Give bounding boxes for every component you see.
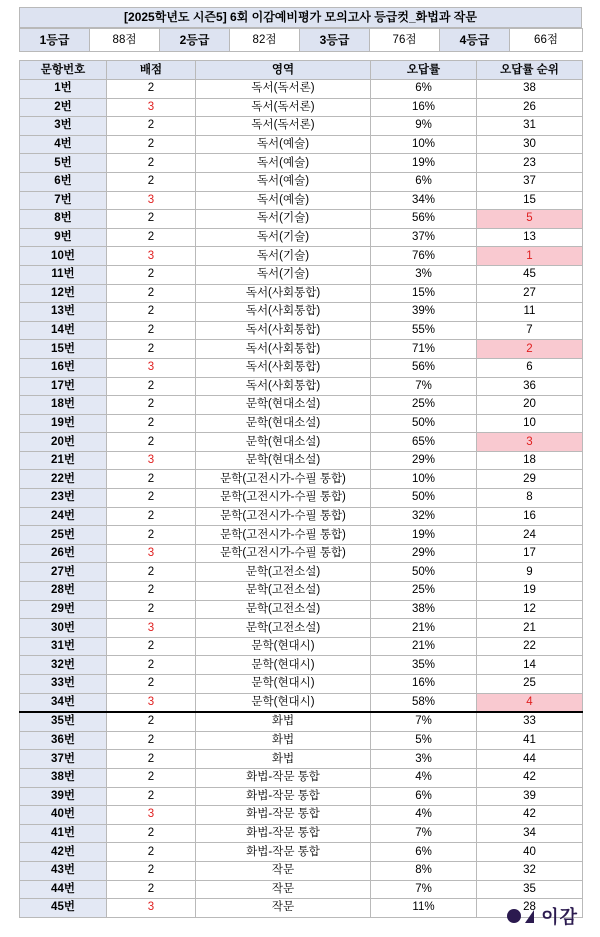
grade-cut: 76점	[370, 29, 440, 52]
points: 2	[107, 135, 196, 154]
wrong-rank: 4	[477, 693, 583, 712]
wrong-rate: 7%	[371, 824, 477, 843]
domain: 작문	[196, 880, 371, 899]
points: 2	[107, 712, 196, 731]
domain: 화법-작문 통합	[196, 787, 371, 806]
table-row	[20, 470, 583, 489]
table-row	[20, 340, 583, 359]
table-row	[20, 693, 583, 712]
wrong-rate: 3%	[371, 750, 477, 769]
points: 2	[107, 750, 196, 769]
wrong-rank: 35	[477, 880, 583, 899]
wrong-rate: 6%	[371, 787, 477, 806]
domain: 문학(고전소설)	[196, 563, 371, 582]
wrong-rate: 6%	[371, 843, 477, 862]
domain: 독서(사회통합)	[196, 358, 371, 377]
points: 2	[107, 284, 196, 303]
brand-logo	[507, 903, 578, 929]
wrong-rate: 4%	[371, 806, 477, 825]
logo-triangle-icon	[525, 910, 534, 923]
domain: 문학(고전시가-수필 통합)	[196, 507, 371, 526]
table-row	[20, 210, 583, 229]
wrong-rank: 5	[477, 210, 583, 229]
wrong-rate: 76%	[371, 247, 477, 266]
table-row	[20, 396, 583, 415]
table-row	[20, 377, 583, 396]
domain: 독서(독서론)	[196, 80, 371, 99]
wrong-rank: 44	[477, 750, 583, 769]
points: 2	[107, 80, 196, 99]
wrong-rank: 26	[477, 98, 583, 117]
wrong-rate: 21%	[371, 637, 477, 656]
points: 2	[107, 303, 196, 322]
wrong-rate: 10%	[371, 470, 477, 489]
wrong-rate: 15%	[371, 284, 477, 303]
question-number: 28번	[20, 582, 107, 601]
table-row	[20, 489, 583, 508]
wrong-rate: 19%	[371, 154, 477, 173]
wrong-rate: 38%	[371, 600, 477, 619]
table-row	[20, 880, 583, 899]
points: 2	[107, 507, 196, 526]
wrong-rank: 14	[477, 656, 583, 675]
table-row	[20, 750, 583, 769]
table-row	[20, 321, 583, 340]
points: 2	[107, 656, 196, 675]
grade-cut-document	[19, 7, 582, 918]
wrong-rate: 50%	[371, 489, 477, 508]
wrong-rank: 2	[477, 340, 583, 359]
points: 2	[107, 340, 196, 359]
wrong-rate: 50%	[371, 563, 477, 582]
domain: 문학(현대소설)	[196, 433, 371, 452]
wrong-rate: 37%	[371, 228, 477, 247]
points: 2	[107, 154, 196, 173]
question-number: 4번	[20, 135, 107, 154]
domain: 문학(고전시가-수필 통합)	[196, 470, 371, 489]
points: 2	[107, 861, 196, 880]
wrong-rank: 11	[477, 303, 583, 322]
domain: 화법-작문 통합	[196, 843, 371, 862]
wrong-rate: 56%	[371, 358, 477, 377]
points: 2	[107, 582, 196, 601]
table-row	[20, 526, 583, 545]
table-row	[20, 787, 583, 806]
points: 3	[107, 98, 196, 117]
wrong-rate: 5%	[371, 731, 477, 750]
wrong-rank: 37	[477, 172, 583, 191]
wrong-rate: 7%	[371, 880, 477, 899]
wrong-rate: 7%	[371, 377, 477, 396]
wrong-rank: 41	[477, 731, 583, 750]
table-row	[20, 172, 583, 191]
wrong-rank: 39	[477, 787, 583, 806]
wrong-rank: 6	[477, 358, 583, 377]
question-number: 44번	[20, 880, 107, 899]
wrong-rank: 33	[477, 712, 583, 731]
points: 2	[107, 321, 196, 340]
domain: 문학(현대소설)	[196, 451, 371, 470]
domain: 독서(예술)	[196, 191, 371, 210]
question-number: 36번	[20, 731, 107, 750]
domain: 문학(고전소설)	[196, 619, 371, 638]
question-number: 17번	[20, 377, 107, 396]
wrong-rank: 15	[477, 191, 583, 210]
points: 2	[107, 414, 196, 433]
wrong-rank: 3	[477, 433, 583, 452]
column-header: 문항번호	[20, 61, 107, 80]
wrong-rate: 29%	[371, 544, 477, 563]
domain: 독서(사회통합)	[196, 284, 371, 303]
wrong-rank: 13	[477, 228, 583, 247]
wrong-rate: 34%	[371, 191, 477, 210]
table-row	[20, 414, 583, 433]
wrong-rate: 25%	[371, 582, 477, 601]
domain: 문학(현대시)	[196, 675, 371, 694]
table-row	[20, 600, 583, 619]
points: 2	[107, 228, 196, 247]
domain: 독서(사회통합)	[196, 340, 371, 359]
points: 2	[107, 824, 196, 843]
wrong-rate: 16%	[371, 675, 477, 694]
points: 2	[107, 265, 196, 284]
wrong-rank: 45	[477, 265, 583, 284]
wrong-rank: 23	[477, 154, 583, 173]
wrong-rank: 9	[477, 563, 583, 582]
wrong-rate: 10%	[371, 135, 477, 154]
question-number: 27번	[20, 563, 107, 582]
question-number: 14번	[20, 321, 107, 340]
grade-label: 4등급	[440, 29, 510, 52]
points: 2	[107, 433, 196, 452]
table-row	[20, 806, 583, 825]
column-header: 배점	[107, 61, 196, 80]
table-row	[20, 675, 583, 694]
table-row	[20, 768, 583, 787]
wrong-rate: 11%	[371, 899, 477, 918]
question-number: 40번	[20, 806, 107, 825]
domain: 독서(기술)	[196, 228, 371, 247]
table-row	[20, 98, 583, 117]
domain: 문학(현대소설)	[196, 396, 371, 415]
table-row	[20, 303, 583, 322]
wrong-rank: 42	[477, 768, 583, 787]
points: 2	[107, 526, 196, 545]
wrong-rank: 19	[477, 582, 583, 601]
wrong-rate: 58%	[371, 693, 477, 712]
domain: 문학(현대시)	[196, 637, 371, 656]
table-row	[20, 80, 583, 99]
question-number: 33번	[20, 675, 107, 694]
points: 3	[107, 247, 196, 266]
domain: 문학(고전시가-수필 통합)	[196, 526, 371, 545]
table-body	[20, 80, 583, 918]
table-row	[20, 117, 583, 136]
table-row	[20, 544, 583, 563]
table-row	[20, 247, 583, 266]
wrong-rank: 18	[477, 451, 583, 470]
question-number: 11번	[20, 265, 107, 284]
question-number: 24번	[20, 507, 107, 526]
domain: 독서(사회통합)	[196, 377, 371, 396]
domain: 독서(사회통합)	[196, 321, 371, 340]
wrong-rank: 25	[477, 675, 583, 694]
table-row	[20, 451, 583, 470]
wrong-rank: 17	[477, 544, 583, 563]
domain: 문학(고전소설)	[196, 600, 371, 619]
domain: 독서(예술)	[196, 172, 371, 191]
points: 2	[107, 377, 196, 396]
points: 2	[107, 470, 196, 489]
question-number: 31번	[20, 637, 107, 656]
wrong-rate: 25%	[371, 396, 477, 415]
table-row	[20, 843, 583, 862]
wrong-rate: 7%	[371, 712, 477, 731]
question-number: 25번	[20, 526, 107, 545]
table-row	[20, 563, 583, 582]
question-number: 1번	[20, 80, 107, 99]
domain: 화법	[196, 731, 371, 750]
wrong-rate: 35%	[371, 656, 477, 675]
grade-cut: 88점	[90, 29, 160, 52]
points: 3	[107, 191, 196, 210]
points: 3	[107, 358, 196, 377]
table-row	[20, 358, 583, 377]
domain: 문학(고전소설)	[196, 582, 371, 601]
question-number: 7번	[20, 191, 107, 210]
question-number: 38번	[20, 768, 107, 787]
wrong-rank: 8	[477, 489, 583, 508]
question-number: 8번	[20, 210, 107, 229]
grade-label: 3등급	[300, 29, 370, 52]
table-row	[20, 824, 583, 843]
table-row	[20, 861, 583, 880]
wrong-rank: 20	[477, 396, 583, 415]
points: 2	[107, 117, 196, 136]
domain: 작문	[196, 861, 371, 880]
question-number: 21번	[20, 451, 107, 470]
wrong-rate: 39%	[371, 303, 477, 322]
domain: 문학(현대소설)	[196, 414, 371, 433]
wrong-rank: 21	[477, 619, 583, 638]
domain: 화법-작문 통합	[196, 806, 371, 825]
points: 2	[107, 731, 196, 750]
grade-label: 2등급	[160, 29, 230, 52]
domain: 문학(현대시)	[196, 656, 371, 675]
points: 3	[107, 451, 196, 470]
domain: 독서(기술)	[196, 265, 371, 284]
wrong-rank: 16	[477, 507, 583, 526]
grade-cut: 82점	[230, 29, 300, 52]
column-header: 오답률 순위	[477, 61, 583, 80]
question-number: 10번	[20, 247, 107, 266]
table-row	[20, 191, 583, 210]
wrong-rank: 7	[477, 321, 583, 340]
question-number: 29번	[20, 600, 107, 619]
wrong-rank: 31	[477, 117, 583, 136]
column-header: 영역	[196, 61, 371, 80]
wrong-rank: 10	[477, 414, 583, 433]
question-number: 22번	[20, 470, 107, 489]
domain: 독서(예술)	[196, 135, 371, 154]
question-number: 12번	[20, 284, 107, 303]
table-row	[20, 507, 583, 526]
wrong-rate: 4%	[371, 768, 477, 787]
points: 3	[107, 693, 196, 712]
question-number: 42번	[20, 843, 107, 862]
points: 2	[107, 843, 196, 862]
wrong-rank: 24	[477, 526, 583, 545]
table-row	[20, 433, 583, 452]
wrong-rate: 9%	[371, 117, 477, 136]
points: 2	[107, 210, 196, 229]
question-number: 20번	[20, 433, 107, 452]
wrong-rate: 29%	[371, 451, 477, 470]
points: 2	[107, 600, 196, 619]
domain: 문학(고전시가-수필 통합)	[196, 544, 371, 563]
question-number: 5번	[20, 154, 107, 173]
question-number: 3번	[20, 117, 107, 136]
wrong-rank: 1	[477, 247, 583, 266]
column-header: 오답률	[371, 61, 477, 80]
question-number: 6번	[20, 172, 107, 191]
question-number: 15번	[20, 340, 107, 359]
wrong-rank: 30	[477, 135, 583, 154]
wrong-rank: 36	[477, 377, 583, 396]
table-row	[20, 582, 583, 601]
table-row	[20, 899, 583, 918]
question-number: 13번	[20, 303, 107, 322]
table-row	[20, 154, 583, 173]
domain: 독서(독서론)	[196, 117, 371, 136]
points: 2	[107, 563, 196, 582]
points: 2	[107, 880, 196, 899]
question-number: 23번	[20, 489, 107, 508]
points: 2	[107, 637, 196, 656]
wrong-rate: 6%	[371, 80, 477, 99]
domain: 화법	[196, 712, 371, 731]
domain: 독서(기술)	[196, 247, 371, 266]
points: 2	[107, 489, 196, 508]
wrong-rate: 8%	[371, 861, 477, 880]
domain: 독서(사회통합)	[196, 303, 371, 322]
points: 3	[107, 619, 196, 638]
wrong-rate: 19%	[371, 526, 477, 545]
wrong-rate: 71%	[371, 340, 477, 359]
grade-cut: 66점	[510, 29, 583, 52]
table-header-row	[20, 61, 583, 80]
logo-dot-icon	[507, 909, 521, 923]
question-number: 35번	[20, 712, 107, 731]
question-number: 18번	[20, 396, 107, 415]
points: 2	[107, 675, 196, 694]
question-number: 39번	[20, 787, 107, 806]
wrong-rate: 21%	[371, 619, 477, 638]
question-number: 16번	[20, 358, 107, 377]
domain: 화법-작문 통합	[196, 768, 371, 787]
points: 2	[107, 172, 196, 191]
table-row	[20, 284, 583, 303]
wrong-rank: 34	[477, 824, 583, 843]
wrong-rate: 56%	[371, 210, 477, 229]
domain: 작문	[196, 899, 371, 918]
table-row	[20, 656, 583, 675]
table-row	[20, 637, 583, 656]
domain: 독서(기술)	[196, 210, 371, 229]
wrong-rate: 50%	[371, 414, 477, 433]
table-row	[20, 712, 583, 731]
wrong-rank: 29	[477, 470, 583, 489]
domain: 독서(예술)	[196, 154, 371, 173]
points: 3	[107, 899, 196, 918]
wrong-rank: 38	[477, 80, 583, 99]
table-row	[20, 731, 583, 750]
table-row	[20, 619, 583, 638]
wrong-rate: 16%	[371, 98, 477, 117]
question-number: 32번	[20, 656, 107, 675]
domain: 문학(고전시가-수필 통합)	[196, 489, 371, 508]
wrong-rate: 32%	[371, 507, 477, 526]
question-number: 26번	[20, 544, 107, 563]
table-row	[20, 135, 583, 154]
grade-label: 1등급	[20, 29, 90, 52]
question-number: 43번	[20, 861, 107, 880]
domain: 화법-작문 통합	[196, 824, 371, 843]
domain: 문학(현대시)	[196, 693, 371, 712]
wrong-rank: 42	[477, 806, 583, 825]
points: 2	[107, 787, 196, 806]
wrong-rate: 55%	[371, 321, 477, 340]
question-number: 34번	[20, 693, 107, 712]
points: 2	[107, 768, 196, 787]
grade-cut-table	[19, 28, 583, 52]
domain: 독서(독서론)	[196, 98, 371, 117]
logo-text: 이감	[541, 907, 578, 927]
wrong-rank: 12	[477, 600, 583, 619]
question-number: 45번	[20, 899, 107, 918]
table-row	[20, 265, 583, 284]
domain: 화법	[196, 750, 371, 769]
wrong-rate: 65%	[371, 433, 477, 452]
title-table	[19, 7, 582, 28]
wrong-rank: 22	[477, 637, 583, 656]
wrong-rank: 28	[477, 899, 583, 918]
table-row	[20, 228, 583, 247]
wrong-rate: 6%	[371, 172, 477, 191]
wrong-rank: 40	[477, 843, 583, 862]
question-number: 9번	[20, 228, 107, 247]
question-number: 19번	[20, 414, 107, 433]
wrong-rate: 3%	[371, 265, 477, 284]
question-number: 2번	[20, 98, 107, 117]
points: 3	[107, 544, 196, 563]
points: 3	[107, 806, 196, 825]
question-number: 30번	[20, 619, 107, 638]
question-number: 41번	[20, 824, 107, 843]
page-title: [2025학년도 시즌5] 6회 이감예비평가 모의고사 등급컷_화법과 작문	[20, 8, 582, 28]
wrong-rank: 27	[477, 284, 583, 303]
item-analysis-table	[19, 60, 583, 918]
wrong-rank: 32	[477, 861, 583, 880]
points: 2	[107, 396, 196, 415]
question-number: 37번	[20, 750, 107, 769]
